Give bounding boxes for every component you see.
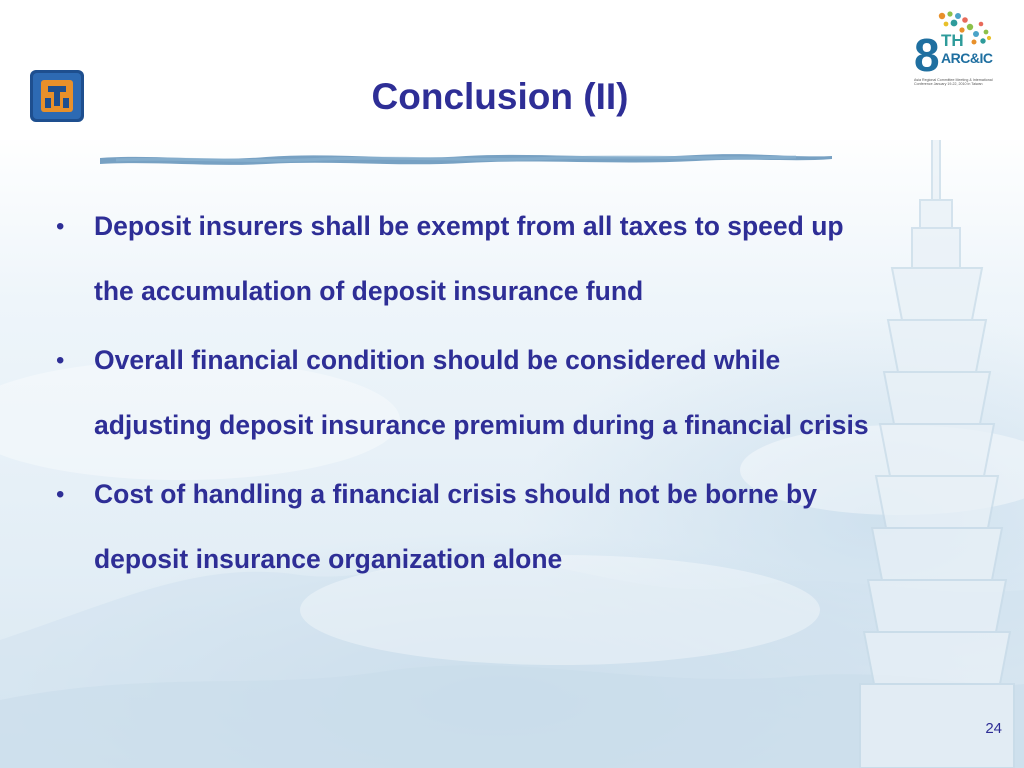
conference-name: ARC&IC (941, 50, 993, 66)
bullet-text: Overall financial condition should be considered while adjusting deposit insurance premium during a financial crisis (94, 345, 869, 440)
bullet-item (56, 328, 886, 458)
conference-number: 8 (914, 29, 940, 81)
arcic-logo-icon (908, 10, 994, 92)
bullet-text: Deposit insurers shall be exempt from all taxes to speed up the accumulation of deposit insurance fund (94, 211, 844, 306)
page-number: 24 (985, 720, 1002, 737)
bullet-item (56, 194, 886, 324)
conference-subtitle: Asia Regional Committee Meeting & International Conference January 19-22, 2010 in Taiwan (914, 78, 993, 87)
brush-stroke-divider (96, 146, 836, 172)
bullet-glyph: • (56, 213, 65, 240)
slide-title: Conclusion (II) (371, 76, 629, 117)
header-band (0, 0, 1024, 140)
cdic-logo-icon (28, 68, 86, 124)
bullet-glyph: • (56, 347, 65, 374)
bullet-list (56, 194, 886, 596)
conference-ordinal: TH (941, 31, 964, 50)
bullet-text: Cost of handling a financial crisis should not be borne by deposit insurance organization alone (94, 479, 817, 574)
bullet-item (56, 462, 886, 592)
bullet-glyph: • (56, 481, 65, 508)
